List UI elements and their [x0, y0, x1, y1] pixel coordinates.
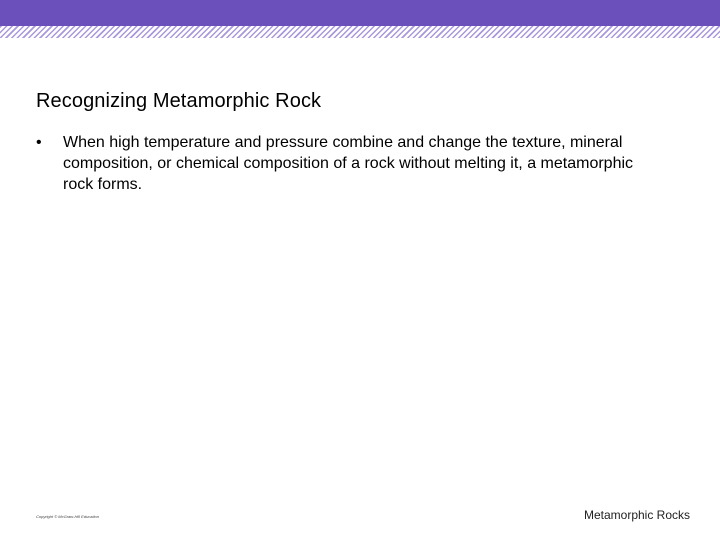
bullet-text: When high temperature and pressure combine and change the texture, mineral composition, or chemical composition of a rock without melting it, a metamorphic rock forms. — [63, 134, 634, 193]
bullet-item — [36, 132, 676, 195]
bullet-list — [36, 132, 676, 195]
slide-title: Recognizing Metamorphic Rock — [36, 90, 322, 112]
header-band — [0, 0, 720, 26]
footer-section-title: Metamorphic Rocks — [583, 508, 690, 522]
bullet-marker: • — [36, 134, 42, 151]
copyright-notice: Copyright © McGraw-Hill Education — [36, 514, 99, 519]
header-hatch-strip — [0, 26, 720, 38]
